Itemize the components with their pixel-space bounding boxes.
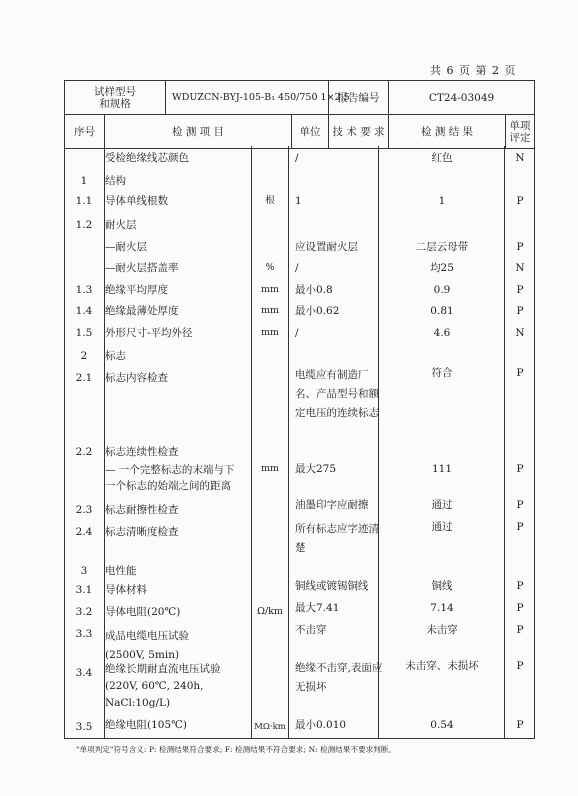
- results-body: 受检绝缘线芯颜色 / 红色 N 1 结构 1.1 导体单线根数 根 1 1 P 1.2 耐火层 —耐火层 应设置耐火层 二层云母带 P —耐火层搭盖率 % / 均25 N 1.3 绝缘平均厚度 mm 最小0.8 0.9 P 1.4 绝缘最薄处厚度 mm 最小0.62 0.81 P 1.5 外形尺寸-平均外径 mm / 4.6 N 2 标志 2.1 标志内容检查 电缆应有制造厂名、产品型号和额定电压的连续标志 符合 P 2.2 标志连续性检查 — 一个完整标志的末端与下 一个标志的始端之间的距离 mm 最大275 111 P 2.3 标志耐擦性检查 油墨印字应耐擦 通过 P 2.4 标志清晰度检查 所有标志应字迹清楚 通过 P 3 电性能 3.1 导体材料 铜线或镀锡铜线 铜线 P 3.2 导体电阻(20℃) Ω/km 最大7.41 7.14 P 3.3 成品电缆电压试验 (2500V, 5min) 不击穿 未击穿 P 3.4 绝缘长期耐直流电压试验 (220V, 60℃, 240h, NaCl:10g/L) 绝缘不击穿,表面应无损坏 未击穿、未损坏 P 3.5 绝缘电阻(105℃) MΩ·km 最小0.010 0.54 P: [64, 146, 535, 739]
- report-header-table: [64, 80, 535, 149]
- col-header-item: 检 测 项 目: [105, 115, 292, 149]
- sample-model-label: 试样型号 和规格: [65, 81, 166, 115]
- col-header-req: 技 术 要 求: [329, 115, 389, 149]
- report-number-label: 报告编号: [329, 81, 389, 115]
- page-number: 共 6 页 第 2 页: [430, 64, 517, 77]
- col-header-unit: 单位: [292, 115, 329, 149]
- col-header-result: 检 测 结 果: [389, 115, 506, 149]
- sample-model-value: WDUZCN-BYJ-105-B₁ 450/750 1×2.5: [166, 81, 329, 115]
- col-header-eval: 单项 评定: [506, 115, 535, 149]
- footnote: "单项判定"符号含义: P: 检测结果符合要求; F: 检测结果不符合要求; N: 检测结果不要求判断。: [76, 745, 397, 754]
- col-header-no: 序号: [65, 115, 105, 149]
- report-number-value: CT24-03049: [389, 81, 535, 115]
